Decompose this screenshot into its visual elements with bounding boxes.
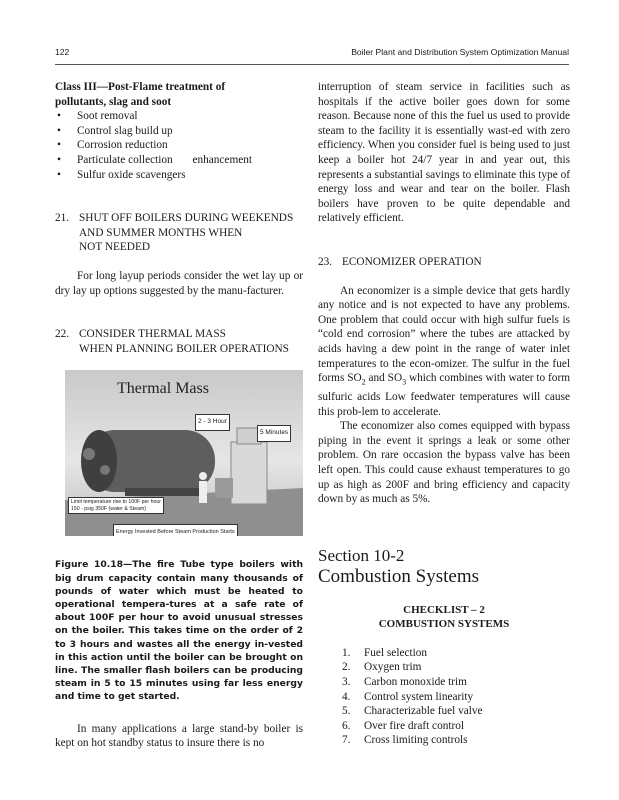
figure-label-limit-line2: 150 - psig 350F (water & Steam) xyxy=(71,505,146,512)
figure-caption: Figure 10.18—The fire Tube type boilers with big drum capacity contain many thousands of pounds of water which must be heated to operational tempera-tures at a safe rate of about 100F per hour to avoid unusual stresses on the boiler. This takes time on the order of 2 to 3 hours and wastes all the energy in-vested in this action until the boiler can be brought on line. The smaller flash boilers can be producing steam in 5 to 15 minutes using far less energy and time to get started. xyxy=(55,559,303,703)
checklist-heading-line2: COMBUSTION SYSTEMS xyxy=(378,618,510,631)
list-item: 3. Carbon monoxide trim xyxy=(342,676,467,689)
class3-heading-line2: pollutants, slag and soot xyxy=(55,95,172,108)
header-rule xyxy=(55,64,569,65)
person-icon xyxy=(199,481,207,503)
figure-label-limit-line1: Limit temperature rise to 100F per hour xyxy=(71,499,161,506)
section-21-paragraph: For long layup periods consider the wet lay up or dry lay up options suggested by the manu-facturer. xyxy=(55,269,303,297)
standby-paragraph: In many applications a large stand-by boiler is kept on hot standby status to insure there is no xyxy=(55,722,303,750)
section-22-title-line1: CONSIDER THERMAL MASS xyxy=(79,328,226,341)
running-header xyxy=(55,47,569,63)
section-23-heading xyxy=(318,255,570,270)
figure-label-large-boiler: 2 - 3 Hour xyxy=(195,414,230,431)
figure-label-temperature-limit xyxy=(68,497,164,514)
list-item: • Sulfur oxide scavengers xyxy=(55,168,303,183)
checklist-heading-line1: CHECKLIST – 2 xyxy=(403,603,485,616)
list-item: • Control slag build up xyxy=(55,124,303,139)
section-21-title-line2: AND SUMMER MONTHS WHEN xyxy=(79,226,243,239)
economizer-paragraph-2: The economizer also comes equipped with bypass piping in the event it springs a leak or some other problem. On rare occasion the bypass valve has been left open. This could cause exhaust temperatures to go up as high as 200F and bring efficiency and capacity down by as much as 5%. xyxy=(318,420,570,506)
thermal-mass-figure xyxy=(65,370,303,536)
section-21-number: 21. xyxy=(55,212,70,225)
list-item: • Corrosion reduction xyxy=(55,138,303,153)
flash-boiler xyxy=(231,442,267,504)
figure-label-flash-boiler: 5 Minutes xyxy=(257,425,291,442)
class3-bullet-list xyxy=(55,109,303,182)
section-22-number: 22. xyxy=(55,328,70,341)
list-item: • Particulate collection enhancement xyxy=(55,153,303,168)
section-21-title-line3: NOT NEEDED xyxy=(79,241,151,254)
class3-heading xyxy=(55,80,303,109)
continued-paragraph: interruption of steam service in facilities such as hospitals if the active boiler goes down for some reason. Because none of this the fuel us used to provide steam to the facility it is essentially wast-ed with zero efficiency. When you consider fuel is being used to just keep a boiler hot 24/7 year in and year out, this represents a substantial savings to eliminate this type of energy loss and wear and tear on the boiler. Flash boilers have proven to be quite dependable and relatively efficient. xyxy=(318,81,570,225)
page-number: 122 xyxy=(55,47,70,57)
list-item: 1. Fuel selection xyxy=(342,646,428,659)
running-title: Boiler Plant and Distribution System Optimization Manual xyxy=(351,47,569,57)
person-head-icon xyxy=(199,472,207,480)
section-21-heading xyxy=(55,211,303,255)
list-item: 5. Characterizable fuel valve xyxy=(342,705,483,718)
list-item: • Soot removal xyxy=(55,109,303,124)
section-23-title: ECONOMIZER OPERATION xyxy=(342,255,482,268)
right-column xyxy=(318,80,570,748)
list-item: 4. Control system linearity xyxy=(342,690,474,703)
section-23-number: 23. xyxy=(318,255,333,268)
section-21-title-line1: SHUT OFF BOILERS DURING WEEKENDS xyxy=(79,212,294,225)
figure-label-energy: Energy Invested Before Steam Production Starts xyxy=(113,524,238,536)
left-column xyxy=(55,80,303,751)
combustion-checklist xyxy=(318,646,570,748)
economizer-paragraph-1: An economizer is a simple device that gets hardly any notice and is not expected to have any problems. One problem that could occur with high sulfur fuels is “cold end corrosion” where the tubes are attacked by acids having a dew point in the range of water inlet temperatures to the econ-omizer. The sulfur in the fuel forms $SO_2$ and $SO_3$ which combines with water to form sulfuric acids Low feedwater temperatures will cause this prob-lem to accelerate. xyxy=(318,284,571,418)
class3-heading-line1: Class III—Post-Flame treatment of xyxy=(55,81,226,93)
checklist-heading xyxy=(318,603,570,632)
list-item: 7. Cross limiting controls xyxy=(342,734,468,747)
section-number: Section 10-2 xyxy=(318,545,405,565)
section-title: Combustion Systems xyxy=(318,565,479,587)
section-22-heading xyxy=(55,327,303,356)
section-22-title-line2: WHEN PLANNING BOILER OPERATIONS xyxy=(79,342,289,355)
list-item: 2. Oxygen trim xyxy=(342,661,422,674)
list-item: 6. Over fire draft control xyxy=(342,719,465,732)
figure-title: Thermal Mass xyxy=(117,380,209,398)
